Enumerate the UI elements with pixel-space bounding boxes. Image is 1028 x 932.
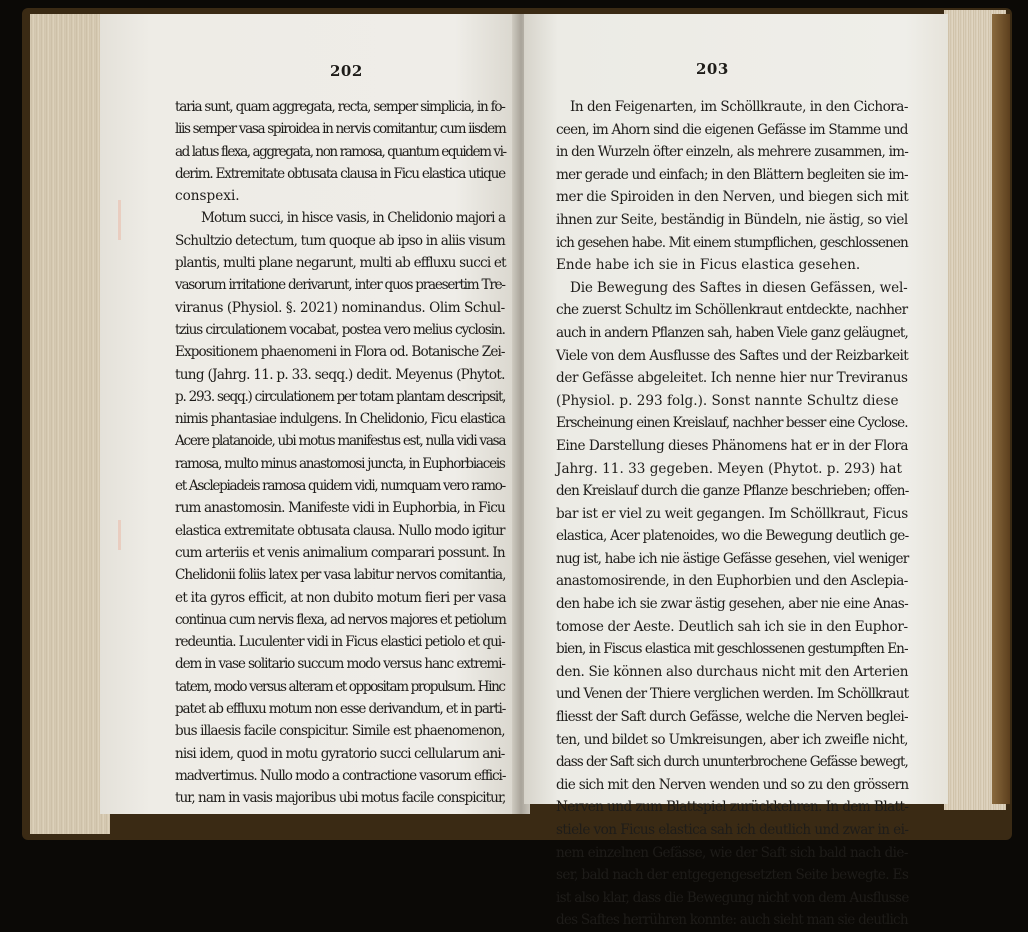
text-line: plantis, multi plane negarunt, multi ab effluxu succi et <box>175 255 506 272</box>
text-line: den Kreislauf durch die ganze Pflanze beschrieben; offen- <box>556 483 909 500</box>
text-line: continua cum nervis flexa, ad nervos majores et petiolum <box>175 611 506 628</box>
text-line: derim. Extremitate obtusata clausa in Ficu elastica utique <box>175 165 505 182</box>
text-line: anastomosirende, in den Euphorbien und den Asclepia- <box>556 573 908 590</box>
right-page-text <box>556 96 908 932</box>
text-line: stiele von Ficus elastica sah ich deutlich und zwar in ei- <box>556 822 909 838</box>
text-line: (Physiol. p. 293 folg.). Sonst nannte Schultz diese <box>556 392 899 409</box>
text-line: In den Feigenarten, im Schöllkraute, in den Cichora- <box>570 99 908 115</box>
text-line: et ita gyros efficit, at non dubito motum fieri per vasa <box>175 589 506 606</box>
text-line: und Venen der Thiere verglichen werden. Im Schöllkraut <box>556 686 909 703</box>
text-line: vasorum irritatione derivarunt, inter quos praesertim Tre- <box>175 277 505 294</box>
text-line: Motum succi, in hisce vasis, in Chelidonio majori a <box>201 210 506 227</box>
text-line: taria sunt, quam aggregata, recta, semper simplicia, in fo- <box>175 99 505 115</box>
text-line: ihnen zur Seite, beständig in Bündeln, nie ästig, so viel <box>556 211 908 228</box>
paper-stain <box>118 200 121 240</box>
text-line: die sich mit den Nerven wenden und so zu den grössern <box>556 776 909 793</box>
text-line: ser, bald nach der entgegengesetzten Seite bewegte. Es <box>556 867 909 884</box>
text-line: patet ab effluxu motum non esse derivandum, et in parti- <box>175 701 506 718</box>
text-line: tatem, modo versus alteram et oppositam propulsum. Hinc <box>175 678 505 695</box>
page-number: 202 <box>330 62 363 80</box>
left-page-edges <box>30 14 110 834</box>
text-line: nisi idem, quod in motu gyratorio succi cellularum ani- <box>175 745 505 762</box>
text-line: tur, nam in vasis majoribus ubi motus facile conspicitur, <box>175 790 506 807</box>
text-line: cum arteriis et venis animalium comparari possunt. In <box>175 544 505 561</box>
text-line: dass der Saft sich durch ununterbrochene Gefässe bewegt, <box>556 754 908 771</box>
text-line: des Saftes herrühren konnte: auch sieht man sie deutlich <box>556 912 908 929</box>
text-line: den. Sie können also durchaus nicht mit den Arterien <box>556 663 909 680</box>
text-line: der Gefässe abgeleitet. Ich nenne hier nur Treviranus <box>556 370 908 387</box>
text-line: mer gerade und einfach; in den Blättern begleiten sie im- <box>556 166 908 183</box>
text-line: Expositionem phaenomeni in Flora od. Botanische Zei- <box>175 344 505 361</box>
text-line: viranus (Physiol. §. 2021) nominandus. Olim Schul- <box>175 299 505 316</box>
paper-stain <box>118 520 121 550</box>
text-line: nug ist, habe ich nie ästige Gefässe gesehen, viel weniger <box>556 550 909 567</box>
text-line: Ende habe ich sie in Ficus elastica gesehen. <box>556 257 861 274</box>
text-line: nem einzelnen Gefässe, wie der Saft sich bald nach die- <box>556 844 908 861</box>
text-line: p. 293. seqq.) circulationem per totam plantam descripsit, <box>175 388 506 405</box>
text-line: tzius circulationem vocabat, postea vero melius cyclosin. <box>175 321 505 338</box>
text-line: elastica extremitate obtusata clausa. Nullo modo igitur <box>175 522 505 539</box>
left-page <box>100 14 518 814</box>
text-line: Die Bewegung des Saftes in diesen Gefässen, wel- <box>570 279 908 296</box>
text-line: Erscheinung einen Kreislauf, nachher besser eine Cyclose. <box>556 415 908 432</box>
right-page <box>524 14 948 929</box>
page-number: 203 <box>696 60 729 78</box>
text-line: bar ist er viel zu weit gegangen. Im Schöllkraut, Ficus <box>556 505 908 522</box>
text-line: Schultzio detectum, tum quoque ab ipso in aliis visum <box>175 232 505 249</box>
text-line: fliesst der Saft durch Gefässe, welche die Nerven beglei- <box>556 709 908 726</box>
text-line: nimis phantasiae indulgens. In Chelidonio, Ficu elastica <box>175 411 505 428</box>
text-line: Jahrg. 11. 33 gegeben. Meyen (Phytot. p. 293) hat <box>556 460 902 477</box>
text-line: conspexi. <box>175 188 240 205</box>
text-line: Nerven und zum Blattspiel zurückkehren. In dem Blatt- <box>556 799 909 816</box>
text-line: ist also klar, dass die Bewegung nicht von dem Ausflusse <box>556 889 909 906</box>
text-line: bus illaesis facile conspicitur. Simile est phaenomenon, <box>175 723 505 740</box>
text-line: redeuntia. Luculenter vidi in Ficus elastici petiolo et qui- <box>175 634 505 651</box>
text-line: rum anastomosin. Manifeste vidi in Euphorbia, in Ficu <box>175 500 505 517</box>
right-cover-edge <box>992 14 1010 804</box>
text-line: ich gesehen habe. Mit einem stumpflichen, geschlossenen <box>556 234 908 251</box>
text-line: Viele von dem Ausflusse des Saftes und der Reizbarkeit <box>556 347 909 364</box>
text-line: in den Wurzeln öfter einzeln, als mehrere zusammen, im- <box>556 144 909 161</box>
text-line: mer die Spiroiden in den Nerven, und biegen sich mit <box>556 189 909 206</box>
text-line: dem in vase solitario succum modo versus hanc extremi- <box>175 656 505 673</box>
text-line: che zuerst Schultz im Schöllenkraut entdeckte, nachher <box>556 302 908 319</box>
text-line: et Asclepiadeis ramosa quidem vidi, numquam vero ramo- <box>175 478 505 495</box>
text-line: liis semper vasa spiroidea in nervis comitantur, cum iisdem <box>175 121 506 138</box>
text-line: ceen, im Ahorn sind die eigenen Gefässe im Stamme und <box>556 121 908 138</box>
text-line: elastica, Acer platenoides, wo die Bewegung deutlich ge- <box>556 528 909 545</box>
text-line: tomose der Aeste. Deutlich sah ich sie in den Euphor- <box>556 618 908 635</box>
text-line: ad latus flexa, aggregata, non ramosa, quantum equidem vi- <box>175 143 506 160</box>
text-line: tung (Jahrg. 11. p. 33. seqq.) dedit. Meyenus (Phytot. <box>175 366 505 383</box>
text-line: madvertimus. Nullo modo a contractione vasorum effici- <box>175 767 506 784</box>
text-line: ramosa, multo minus anastomosi juncta, in Euphorbiaceis <box>175 455 505 472</box>
left-page-text <box>175 96 505 810</box>
text-line: Acere platanoide, ubi motus manifestus est, nulla vidi vasa <box>175 433 506 450</box>
text-line: ten, und bildet so Umkreisungen, aber ich zweifle nicht, <box>556 731 908 748</box>
text-line: bien, in Fiscus elastica mit geschlossenen gestumpften En- <box>556 641 908 658</box>
text-line: Eine Darstellung dieses Phänomens hat er in der Flora <box>556 437 909 454</box>
text-line: Chelidonii foliis latex per vasa labitur nervos comitantia, <box>175 567 506 584</box>
text-line: den habe ich sie zwar ästig gesehen, aber nie eine Anas- <box>556 596 908 613</box>
text-line: auch in andern Pflanzen sah, haben Viele ganz geläugnet, <box>556 324 908 341</box>
